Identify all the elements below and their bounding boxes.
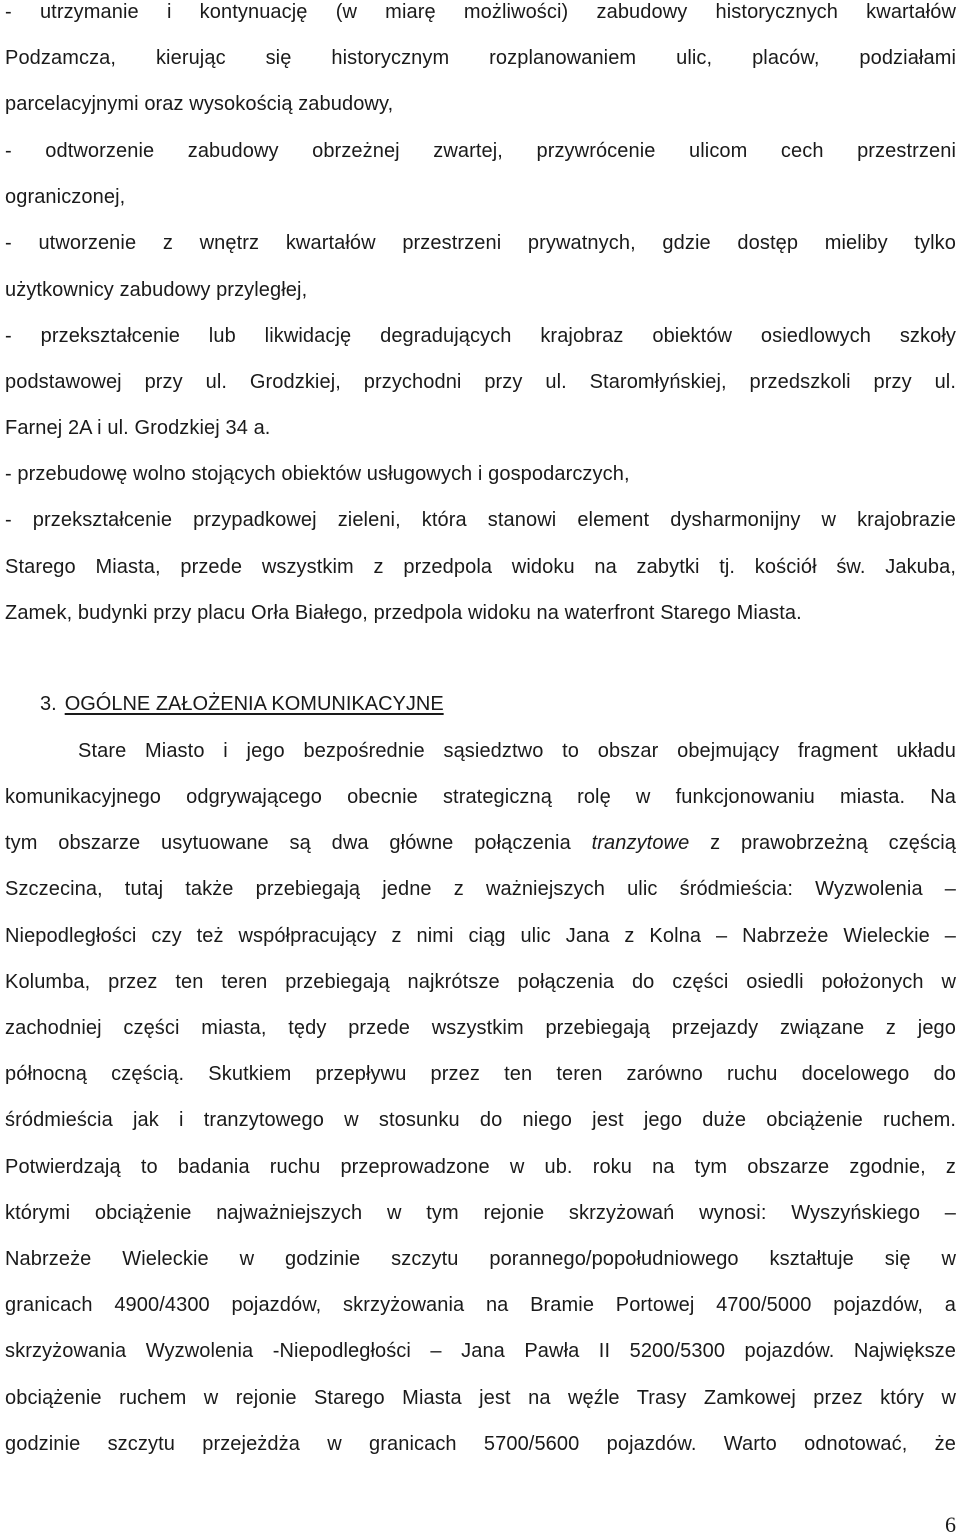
text-line: Farnej 2A i ul. Grodzkiej 34 a. bbox=[5, 417, 271, 439]
text-line: północną częścią. Skutkiem przepływu przez ten teren zarówno ruchu docelowego do bbox=[5, 1063, 956, 1085]
text-line: obciążenie ruchem w rejonie Starego Miasta jest na węźle Trasy Zamkowej przez który w bbox=[5, 1387, 956, 1409]
page-number: 6 bbox=[945, 1512, 956, 1537]
section-heading bbox=[40, 690, 444, 718]
text-line: Podzamcza, kierując się historycznym rozplanowaniem ulic, placów, podziałami bbox=[5, 47, 956, 69]
text-line: - utrzymanie i kontynuację (w miarę możliwości) zabudowy historycznych kwartałów bbox=[5, 1, 956, 23]
text-line: użytkownicy zabudowy przyległej, bbox=[5, 279, 308, 301]
text-line: Starego Miasta, przede wszystkim z przedpola widoku na zabytki tj. kościół św. Jakuba, bbox=[5, 556, 956, 578]
text-line: - przebudowę wolno stojących obiektów usługowych i gospodarczych, bbox=[5, 463, 630, 485]
text-line: komunikacyjnego odgrywającego obecnie strategiczną rolę w funkcjonowaniu miasta. Na bbox=[5, 786, 956, 808]
text-line: Kolumba, przez ten teren przebiegają najkrótsze połączenia do części osiedli położonych w bbox=[5, 971, 956, 993]
text-line: - odtworzenie zabudowy obrzeżnej zwartej, przywrócenie ulicom cech przestrzeni bbox=[5, 140, 956, 162]
text-line: Niepodległości czy też współpracujący z nimi ciąg ulic Jana z Kolna – Nabrzeże Wieleckie – bbox=[5, 925, 956, 947]
section-number: 3. bbox=[40, 693, 57, 715]
text-line: Zamek, budynki przy placu Orła Białego, przedpola widoku na waterfront Starego Miasta. bbox=[5, 602, 802, 624]
text-line: tym obszarze usytuowane są dwa główne połączenia tranzytowe z prawobrzeżną częścią bbox=[5, 832, 956, 854]
text-line: Stare Miasto i jego bezpośrednie sąsiedztwo to obszar obejmujący fragment układu bbox=[78, 740, 956, 762]
text-line: parcelacyjnymi oraz wysokością zabudowy, bbox=[5, 93, 394, 115]
text-line: Potwierdzają to badania ruchu przeprowadzone w ub. roku na tym obszarze zgodnie, z bbox=[5, 1156, 956, 1178]
text-line: którymi obciążenie najważniejszych w tym rejonie skrzyżowań wynosi: Wyszyńskiego – bbox=[5, 1202, 956, 1224]
emphasized-word: tranzytowe bbox=[591, 832, 690, 854]
text-line: zachodniej części miasta, tędy przede wszystkim przebiegają przejazdy związane z jego bbox=[5, 1017, 956, 1039]
text-line: granicach 4900/4300 pojazdów, skrzyżowania na Bramie Portowej 4700/5000 pojazdów, a bbox=[5, 1294, 956, 1316]
text-line: - przekształcenie lub likwidację degradujących krajobraz obiektów osiedlowych szkoły bbox=[5, 325, 956, 347]
text-line: skrzyżowania Wyzwolenia -Niepodległości – Jana Pawła II 5200/5300 pojazdów. Największe bbox=[5, 1340, 956, 1362]
section-title: OGÓLNE ZAŁOŻENIA KOMUNIKACYJNE bbox=[64, 693, 444, 715]
text-line: - przekształcenie przypadkowej zieleni, która stanowi element dysharmonijny w krajobrazie bbox=[5, 509, 956, 531]
text-line: śródmieścia jak i tranzytowego w stosunku do niego jest jego duże obciążenie ruchem. bbox=[5, 1109, 956, 1131]
text-line: Nabrzeże Wieleckie w godzinie szczytu porannego/popołudniowego kształtuje się w bbox=[5, 1248, 956, 1270]
text-line: Szczecina, tutaj także przebiegają jedne z ważniejszych ulic śródmieścia: Wyzwolenia – bbox=[5, 878, 956, 900]
text-line: godzinie szczytu przejeżdża w granicach 5700/5600 pojazdów. Warto odnotować, że bbox=[5, 1433, 956, 1455]
text-line: podstawowej przy ul. Grodzkiej, przychodni przy ul. Staromłyńskiej, przedszkoli przy ul. bbox=[5, 371, 956, 393]
text-line: ograniczonej, bbox=[5, 186, 126, 208]
text-line: - utworzenie z wnętrz kwartałów przestrzeni prywatnych, gdzie dostęp mieliby tylko bbox=[5, 232, 956, 254]
